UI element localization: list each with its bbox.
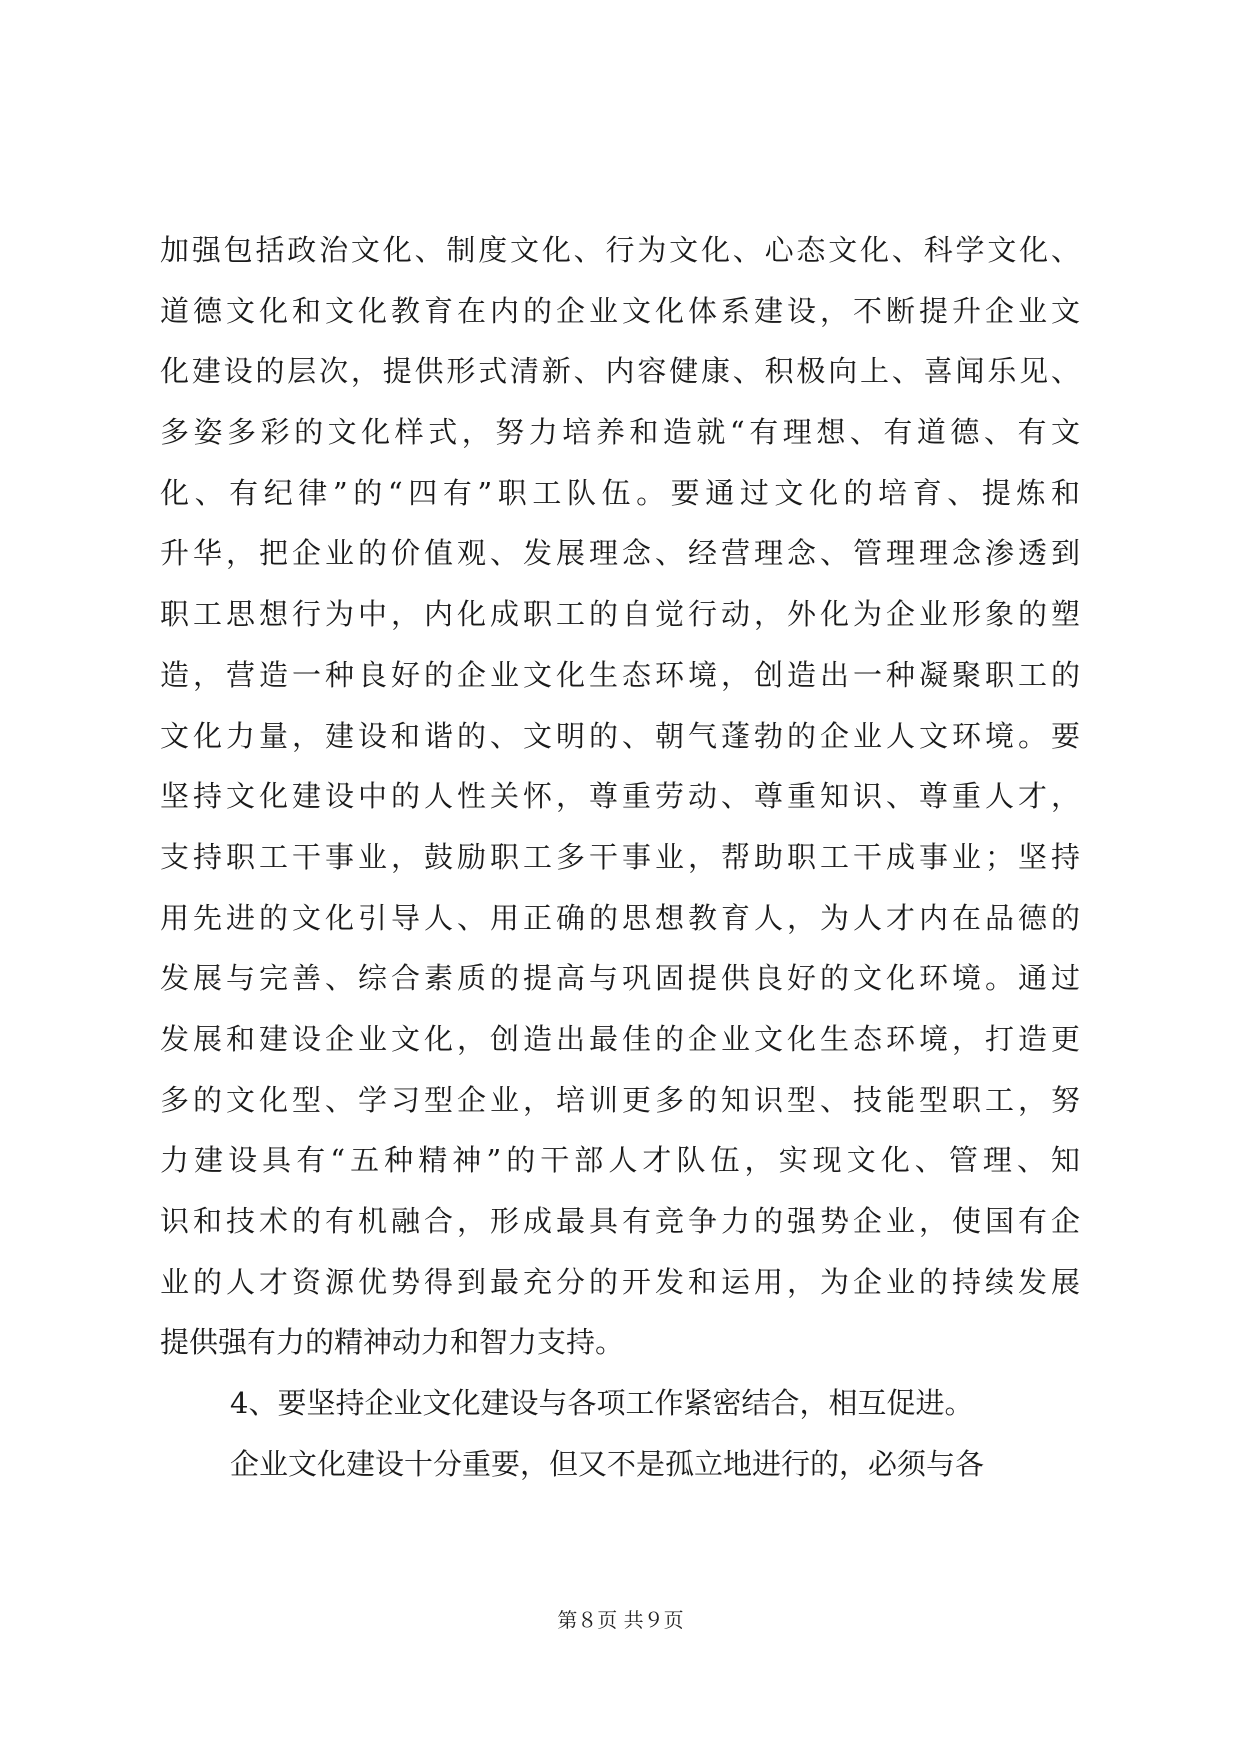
text-line: 多姿多彩的文化样式，努力培养和造就“有理想、有道德、有文 [160,415,1080,450]
text-line: 多的文化型、学习型企业，培训更多的知识型、技能型职工，努 [160,1082,1080,1117]
text-line: 文化力量，建设和谐的、文明的、朝气蓬勃的企业人文环境。要 [160,718,1080,753]
text-line: 识和技术的有机融合，形成最具有竞争力的强势企业，使国有企 [160,1204,1080,1238]
text-line: 化建设的层次，提供形式清新、内容健康、积极向上、喜闻乐见、 [160,354,1080,389]
text-line: 加强包括政治文化、制度文化、行为文化、心态文化、科学文化、 [160,233,1080,267]
text-line: 造，营造一种良好的企业文化生态环境，创造出一种凝聚职工的 [160,657,1080,692]
page-number-footer: 第８页 共９页 [557,1608,684,1632]
text-line: 化、有纪律”的“四有”职工队伍。要通过文化的培育、提炼和 [160,475,1080,510]
text-line: 道德文化和文化教育在内的企业文化体系建设，不断提升企业文 [160,293,1080,328]
text-line: 坚持文化建设中的人性关怀，尊重劳动、尊重知识、尊重人才， [160,779,1080,814]
section-heading: 4、要坚持企业文化建设与各项工作紧密结合，相互促进。 [230,1386,974,1421]
text-line: 发展和建设企业文化，创造出最佳的企业文化生态环境，打造更 [160,1021,1080,1056]
text-line: 用先进的文化引导人、用正确的思想教育人，为人才内在品德的 [160,900,1080,935]
text-line: 业的人才资源优势得到最充分的开发和运用，为企业的持续发展 [160,1264,1080,1299]
text-line: 力建设具有“五种精神”的干部人才队伍，实现文化、管理、知 [160,1143,1080,1178]
document-body [160,220,1080,1494]
text-line: 职工思想行为中，内化成职工的自觉行动，外化为企业形象的塑 [160,597,1080,632]
text-line: 发展与完善、综合素质的提高与巩固提供良好的文化环境。通过 [160,961,1080,996]
text-line: 企业文化建设十分重要，但又不是孤立地进行的，必须与各 [230,1446,985,1481]
text-line: 支持职工干事业，鼓励职工多干事业，帮助职工干成事业；坚持 [160,839,1080,874]
text-line: 升华，把企业的价值观、发展理念、经营理念、管理理念渗透到 [160,536,1080,571]
text-line: 提供强有力的精神动力和智力支持。 [160,1325,625,1360]
